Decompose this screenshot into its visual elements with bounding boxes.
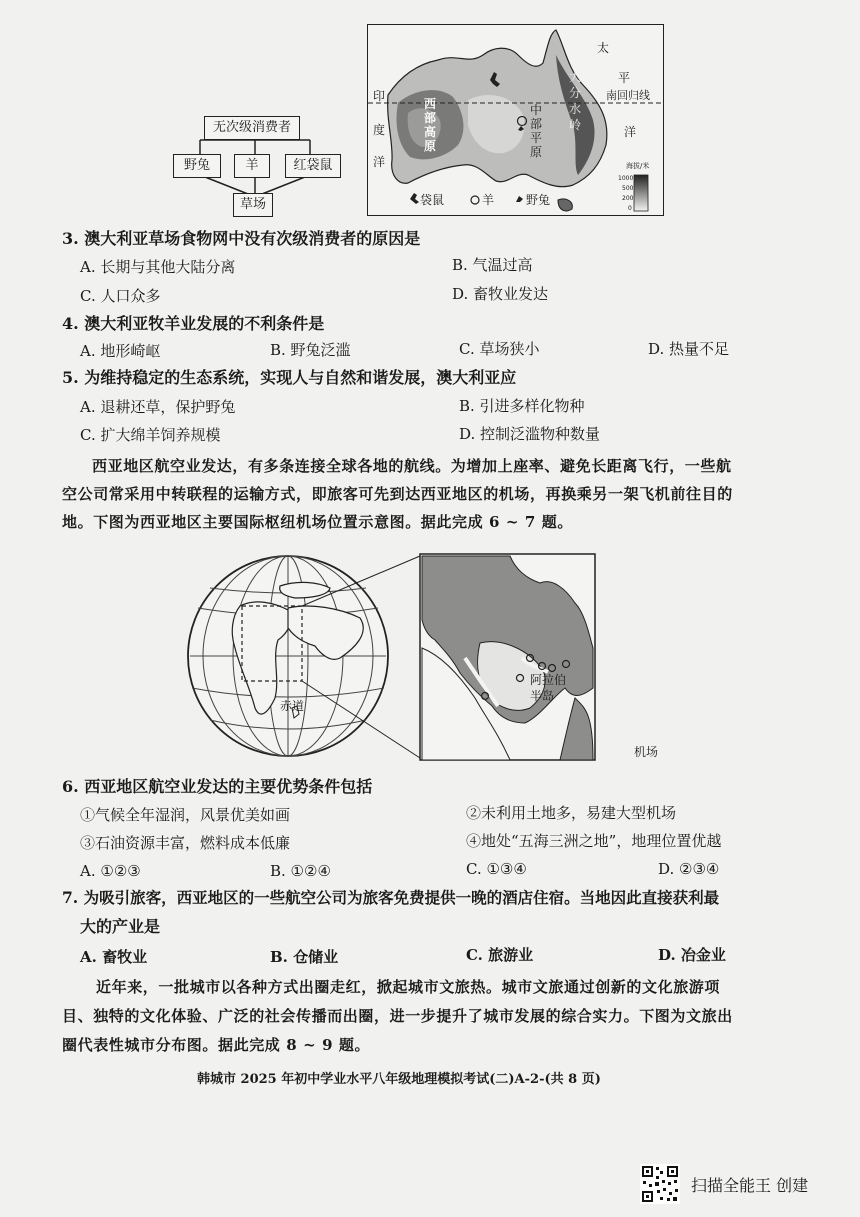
- foodweb-sheep-box: 羊: [234, 154, 270, 178]
- passage-2-line-1: 近年来，一批城市以各种方式出圈走红，掀起城市文旅热。城市文旅通过创新的文化旅游项: [96, 978, 721, 996]
- legend-sheep-icon: [471, 196, 479, 204]
- passage-1-line-1: 西亚地区航空业发达，有多条连接全球各地的航线。为增加上座率、避免长距离飞行，一些航: [92, 457, 732, 475]
- passage-2-line-3: 圈代表性城市分布图。据此完成 8 ~ 9 题。: [62, 1036, 371, 1054]
- map-label-yang-right: 洋: [624, 125, 637, 139]
- question-4-option-d: D. 热量不足: [648, 340, 730, 358]
- question-3-option-d: D. 畜牧业发达: [452, 285, 549, 303]
- australia-map-svg: [368, 25, 664, 216]
- question-7-option-c: C. 旅游业: [466, 946, 534, 964]
- page-footer: 韩城市 2025 年初中学业水平八年级地理模拟考试(二)A-2-(共 8 页): [197, 1072, 601, 1087]
- map-label-tropic: 南回归线: [606, 89, 650, 102]
- legend-tick-0: 0: [628, 205, 632, 212]
- australia-map: [367, 24, 664, 216]
- question-6-statement-3: ③石油资源丰富，燃料成本低廉: [80, 834, 291, 852]
- legend-tick-200: 200: [622, 195, 634, 202]
- legend-airport-label: 机场: [634, 745, 659, 759]
- question-5-stem: 5. 为维持稳定的生态系统，实现人与自然和谐发展，澳大利亚应: [62, 368, 517, 387]
- question-3-option-a: A. 长期与其他大陆分离: [80, 258, 236, 276]
- question-6-option-a: A. ①②③: [80, 862, 141, 880]
- legend-rabbit-label: 野兔: [526, 193, 551, 207]
- legend-kangaroo-icon: [410, 193, 419, 204]
- passage-1-line-2: 空公司常采用中转联程的运输方式，即旅客可先到达西亚地区的机场，再换乘另一架飞机前往目的: [62, 485, 733, 503]
- question-4-option-c: C. 草场狭小: [459, 340, 540, 358]
- map-label-central: 中部平原: [530, 103, 543, 159]
- question-6-stem: 6. 西亚地区航空业发达的主要优势条件包括: [62, 777, 373, 796]
- globe-equator-label: 赤道: [280, 699, 305, 713]
- question-4-option-a: A. 地形崎岖: [80, 342, 161, 360]
- question-5-option-b: B. 引进多样化物种: [459, 397, 585, 415]
- question-4-option-b: B. 野兔泛滥: [270, 341, 351, 359]
- map-label-ping: 平: [618, 71, 631, 85]
- map-label-tai: 太: [597, 41, 610, 55]
- legend-tick-500: 500: [622, 185, 634, 192]
- map-label-west: 西部高原: [424, 97, 437, 153]
- question-7-option-b: B. 仓储业: [270, 948, 339, 966]
- map-label-east: 大分水岭: [569, 70, 582, 132]
- foodweb-kangaroo-box: 红袋鼠: [285, 154, 341, 178]
- globe-svg: [180, 548, 600, 763]
- scanner-watermark: 扫描全能王 创建: [691, 1176, 809, 1195]
- question-6-statement-4: ④地处“五海三洲之地”，地理位置优越: [466, 832, 722, 850]
- question-4-stem: 4. 澳大利亚牧羊业发展的不利条件是: [62, 314, 325, 333]
- question-5-option-c: C. 扩大绵羊饲养规模: [80, 426, 221, 444]
- map-label-yang-left: 洋: [373, 155, 386, 169]
- question-6-option-d: D. ②③④: [658, 860, 720, 878]
- passage-1-line-3: 地。下图为西亚地区主要国际枢纽机场位置示意图。据此完成 6 ~ 7 题。: [62, 513, 573, 531]
- passage-2-line-2: 目、独特的文化体验、广泛的社会传播而出圈，进一步提升了城市发展的综合实力。下图为文旅出: [62, 1007, 733, 1025]
- legend-rabbit-icon: [516, 196, 523, 202]
- question-6-statement-1: ①气候全年湿润，风景优美如画: [80, 806, 291, 824]
- legend-tick-1000: 1000: [618, 175, 634, 182]
- foodweb-grass-box: 草场: [233, 193, 273, 217]
- question-3-option-c: C. 人口众多: [80, 287, 161, 305]
- map-label-yin: 印: [373, 89, 386, 103]
- question-6-statement-2: ②未利用土地多，易建大型机场: [466, 804, 677, 822]
- question-3-stem: 3. 澳大利亚草场食物网中没有次级消费者的原因是: [62, 229, 421, 248]
- legend-sheep-label: 羊: [482, 193, 495, 207]
- legend-title: 海拔/米: [626, 162, 650, 170]
- question-7-option-d: D. 冶金业: [658, 946, 726, 964]
- inset-arabia-label: 阿拉伯半岛: [530, 673, 567, 703]
- foodweb-rabbit-box: 野兔: [173, 154, 221, 178]
- legend-kangaroo-label: 袋鼠: [420, 193, 445, 207]
- question-7-stem-line-1: 7. 为吸引旅客，西亚地区的一些航空公司为旅客免费提供一晚的酒店住宿。当地因此直接获利最: [62, 888, 720, 907]
- question-6-option-c: C. ①③④: [466, 860, 527, 878]
- question-5-option-d: D. 控制泛滥物种数量: [459, 425, 601, 443]
- qr-code-icon: [640, 1164, 680, 1204]
- question-5-option-a: A. 退耕还草，保护野兔: [80, 398, 236, 416]
- foodweb-top-box: 无次级消费者: [204, 116, 300, 140]
- question-7-stem-line-2: 大的产业是: [80, 917, 161, 936]
- map-label-du: 度: [373, 123, 386, 137]
- question-3-option-b: B. 气温过高: [452, 256, 533, 274]
- question-6-option-b: B. ①②④: [270, 862, 331, 880]
- question-7-option-a: A. 畜牧业: [80, 948, 148, 966]
